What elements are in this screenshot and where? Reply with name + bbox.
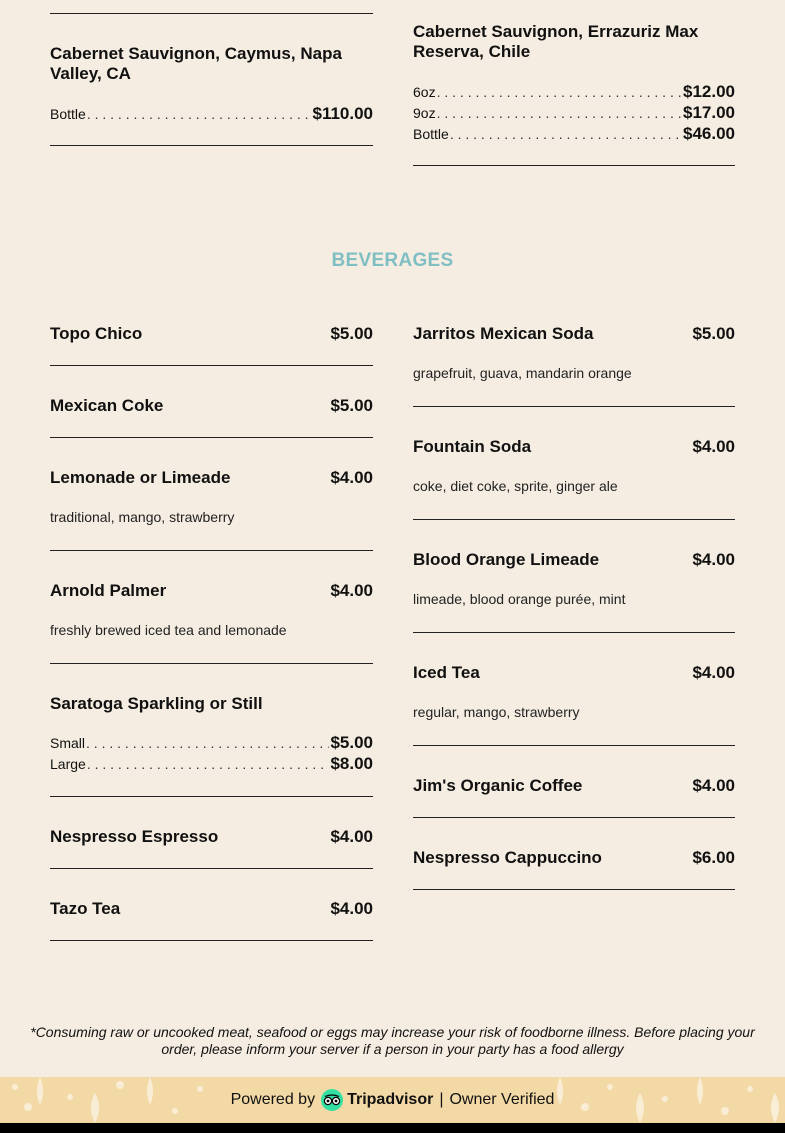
- size-label: Bottle: [413, 126, 449, 142]
- menu-item: [50, 581, 373, 638]
- item-price: $5.00: [330, 396, 373, 415]
- size-label: Small: [50, 735, 86, 751]
- menu-item: [413, 663, 735, 720]
- powered-by-credit: [0, 1077, 785, 1123]
- item-price: $4.00: [330, 827, 373, 846]
- size-label: 9oz: [413, 105, 436, 121]
- size-price: $46.00: [683, 124, 735, 143]
- item-name: Lemonade or Limeade: [50, 468, 231, 487]
- tripadvisor-link[interactable]: [321, 1089, 433, 1111]
- size-price: $17.00: [683, 103, 735, 122]
- item-name: Fountain Soda: [413, 437, 532, 456]
- item-name: Tazo Tea: [50, 899, 121, 918]
- menu-item: [413, 437, 735, 494]
- item-price: $4.00: [692, 437, 735, 456]
- item-description: coke, diet coke, sprite, ginger ale: [413, 478, 618, 494]
- item-price: $6.00: [692, 848, 735, 867]
- divider: [413, 745, 735, 746]
- divider: [50, 868, 373, 869]
- size-label: Bottle: [50, 106, 86, 122]
- item-description: freshly brewed iced tea and lemonade: [50, 622, 287, 638]
- item-name: Jarritos Mexican Soda: [413, 324, 594, 343]
- menu-item: [413, 324, 735, 381]
- menu-item: [50, 899, 373, 919]
- menu-item: [50, 468, 373, 525]
- beverages-right-column: [413, 0, 735, 1000]
- footer-bar: [0, 1077, 785, 1123]
- item-price: $5.00: [692, 324, 735, 343]
- section-heading-beverages: BEVERAGES: [331, 250, 454, 271]
- item-price: $5.00: [330, 324, 373, 343]
- divider: [50, 940, 373, 941]
- menu-item: [50, 694, 373, 775]
- size-price: $5.00: [330, 733, 373, 752]
- owner-verified-label: Owner Verified: [449, 1091, 555, 1108]
- divider: [50, 796, 373, 797]
- item-price: $4.00: [330, 581, 373, 600]
- item-price: $4.00: [330, 899, 373, 918]
- menu-item: [50, 827, 373, 847]
- separator: |: [439, 1091, 444, 1108]
- divider: [50, 663, 373, 664]
- item-name: Iced Tea: [413, 663, 480, 682]
- price-row: [50, 733, 373, 754]
- price-row: [50, 754, 373, 775]
- item-description: grapefruit, guava, mandarin orange: [413, 365, 632, 381]
- size-price: $110.00: [312, 104, 373, 123]
- item-name: Jim's Organic Coffee: [413, 776, 583, 795]
- item-price: $4.00: [692, 776, 735, 795]
- size-label: 6oz: [413, 84, 436, 100]
- item-price: $4.00: [330, 468, 373, 487]
- size-price: $12.00: [683, 82, 735, 101]
- powered-by-label: Powered by: [230, 1091, 316, 1108]
- divider: [413, 632, 735, 633]
- item-name: Saratoga Sparkling or Still: [50, 694, 263, 713]
- beverages-left-column: [50, 0, 373, 1000]
- divider: [50, 550, 373, 551]
- size-label: Large: [50, 756, 86, 772]
- item-price: $4.00: [692, 663, 735, 682]
- wine-title: Cabernet Sauvignon, Errazuriz Max Reserva, Chile: [413, 22, 699, 61]
- allergy-disclaimer: *Consuming raw or uncooked meat, seafood or eggs may increase your risk of foodborne illness. Before placing your order, please inform your server if a person in your party has a food allergy: [30, 1024, 755, 1057]
- item-description: traditional, mango, strawberry: [50, 509, 235, 525]
- bottom-edge-bar: [0, 1123, 785, 1133]
- menu-item: [413, 848, 735, 868]
- menu-item: [413, 550, 735, 607]
- item-price: $4.00: [692, 550, 735, 569]
- item-name: Arnold Palmer: [50, 581, 167, 600]
- item-description: limeade, blood orange purée, mint: [413, 591, 626, 607]
- item-name: Mexican Coke: [50, 396, 164, 415]
- item-name: Topo Chico: [50, 324, 143, 343]
- tripadvisor-owl-icon: [321, 1089, 343, 1111]
- size-price: $8.00: [330, 754, 373, 773]
- item-name: Nespresso Cappuccino: [413, 848, 602, 867]
- divider: [413, 519, 735, 520]
- item-name: Blood Orange Limeade: [413, 550, 600, 569]
- wine-title: Cabernet Sauvignon, Caymus, Napa Valley, CA: [50, 44, 342, 83]
- divider: [413, 817, 735, 818]
- divider: [413, 889, 735, 890]
- divider: [413, 406, 735, 407]
- brand-name: Tripadvisor: [347, 1091, 434, 1108]
- menu-item: [50, 396, 373, 416]
- divider: [50, 437, 373, 438]
- item-name: Nespresso Espresso: [50, 827, 219, 846]
- menu-item: [413, 776, 735, 796]
- menu-item: [50, 324, 373, 344]
- divider: [50, 365, 373, 366]
- item-description: regular, mango, strawberry: [413, 704, 580, 720]
